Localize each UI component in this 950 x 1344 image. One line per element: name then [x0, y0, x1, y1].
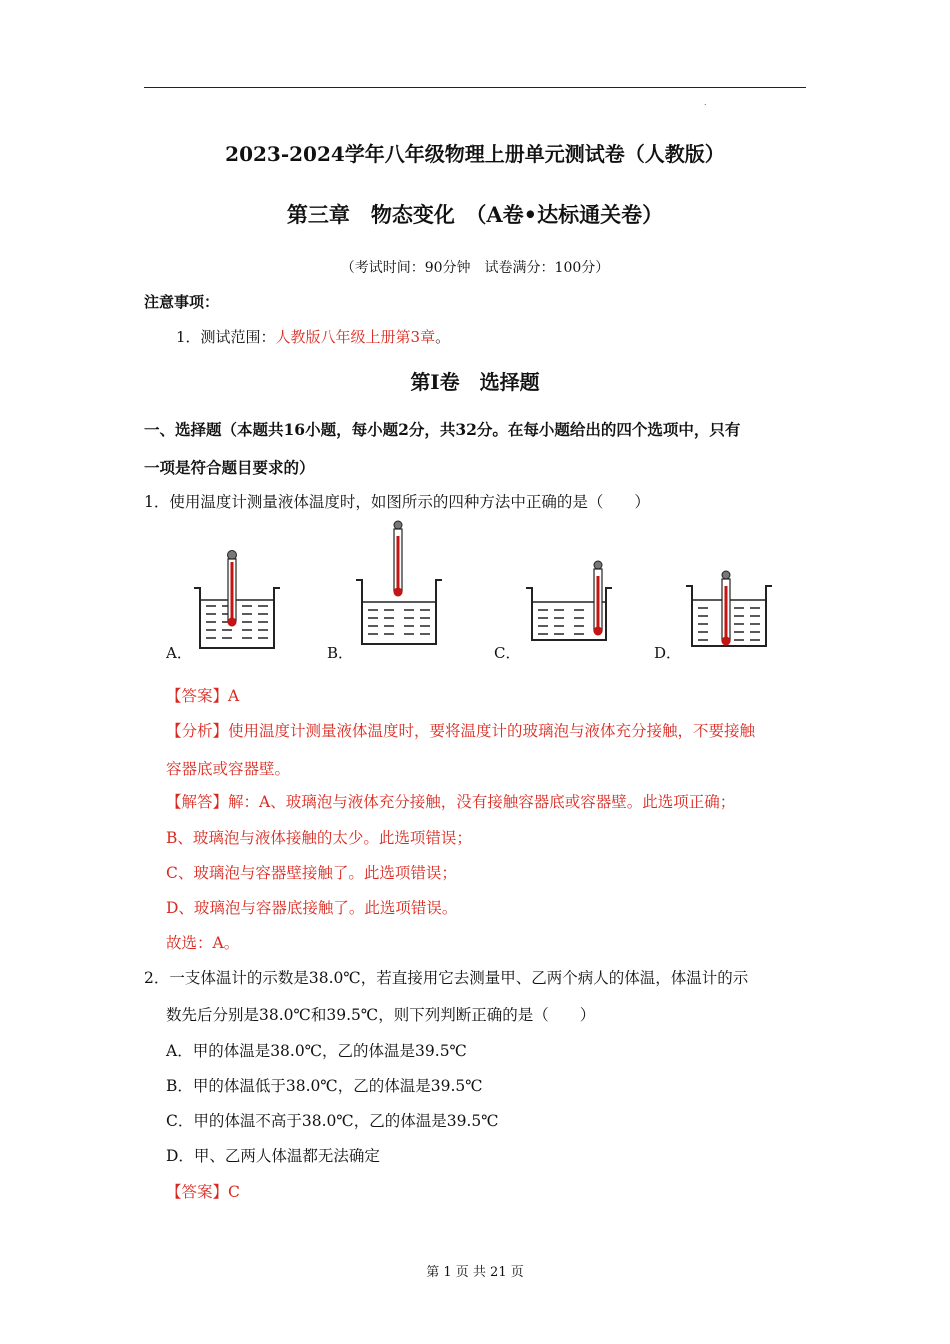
q1-answer-value: A [228, 687, 240, 705]
q1-option-b-label: B． [327, 644, 354, 662]
q2-stem-2: 数先后分别是38.0℃和39.5℃，则下列判断正确的是（ ） [166, 1006, 596, 1024]
q2-option-d: D．甲、乙两人体温都无法确定 [166, 1147, 380, 1165]
q1-stem: 1．使用温度计测量液体温度时，如图所示的四种方法中正确的是（ ） [144, 493, 650, 511]
q2-stem-1: 2．一支体温计的示数是38.0℃，若直接用它去测量甲、乙两个病人的体温，体温计的示 [144, 969, 749, 987]
q1-solution-tag: 【解答】 [166, 793, 229, 811]
q1-solution-2: B、玻璃泡与液体接触的太少。此选项错误； [166, 829, 472, 847]
chapter-title: 第三章 物态变化 （A卷•达标通关卷） [286, 202, 664, 227]
q1-answer [166, 684, 239, 706]
q2-option-b: B．甲的体温低于38.0℃，乙的体温是39.5℃ [166, 1077, 483, 1095]
page-number: 第 1 页 共 21 页 [426, 1265, 524, 1280]
q1-conclusion: 故选：A。 [166, 934, 240, 952]
q2-answer-tag: 【答案】 [166, 1183, 229, 1201]
exam-meta: （考试时间：90分钟 试卷满分：100分） [340, 260, 610, 276]
q1-solution-4: D、玻璃泡与容器底接触了。此选项错误。 [166, 899, 458, 917]
notes-item-1-end: 。 [435, 328, 451, 346]
exam-title: 2023-2024学年八年级物理上册单元测试卷（人教版） [225, 142, 725, 166]
q1-option-a-label: A． [166, 644, 192, 662]
q1-option-d-label: D． [654, 644, 682, 662]
q1-analysis-tag: 【分析】 [166, 722, 229, 740]
notes-item-1-scope: 人教版八年级上册第3章 [275, 328, 436, 346]
q1-figure-c [524, 560, 614, 646]
q2-option-a: A．甲的体温是38.0℃，乙的体温是39.5℃ [166, 1042, 467, 1060]
q1-figure-a [192, 548, 282, 654]
section-title: 第Ⅰ卷 选择题 [410, 370, 540, 394]
q1-figure-d [684, 570, 774, 650]
header-rule [144, 87, 806, 88]
q1-analysis-2: 容器底或容器壁。 [166, 760, 291, 778]
section-instruction-2: 一项是符合题目要求的） [144, 458, 315, 477]
q1-analysis-1 [166, 719, 755, 741]
notes-heading: 注意事项： [144, 293, 220, 311]
notes-item-1-prefix: 1．测试范围： [176, 328, 276, 346]
q2-option-c: C．甲的体温不高于38.0℃，乙的体温是39.5℃ [166, 1112, 499, 1130]
section-instruction-1: 一、选择题（本题共16小题，每小题2分，共32分。在每小题给出的四个选项中，只有 [144, 420, 741, 439]
notes-item-1 [176, 326, 450, 347]
q1-solution-1 [166, 790, 735, 812]
q1-analysis-text: 使用温度计测量液体温度时，要将温度计的玻璃泡与液体充分接触，不要接触 [228, 722, 756, 740]
q1-figure-b [354, 520, 444, 650]
q1-solution-3: C、玻璃泡与容器壁接触了。此选项错误； [166, 864, 457, 882]
corner-mark: . [704, 98, 707, 107]
q1-option-c-label: C． [494, 644, 521, 662]
q2-answer [166, 1180, 240, 1202]
q1-solution-text: 解：A、玻璃泡与液体充分接触，没有接触容器底或容器壁。此选项正确； [228, 793, 736, 811]
q1-answer-tag: 【答案】 [166, 687, 229, 705]
q2-answer-value: C [228, 1183, 240, 1201]
